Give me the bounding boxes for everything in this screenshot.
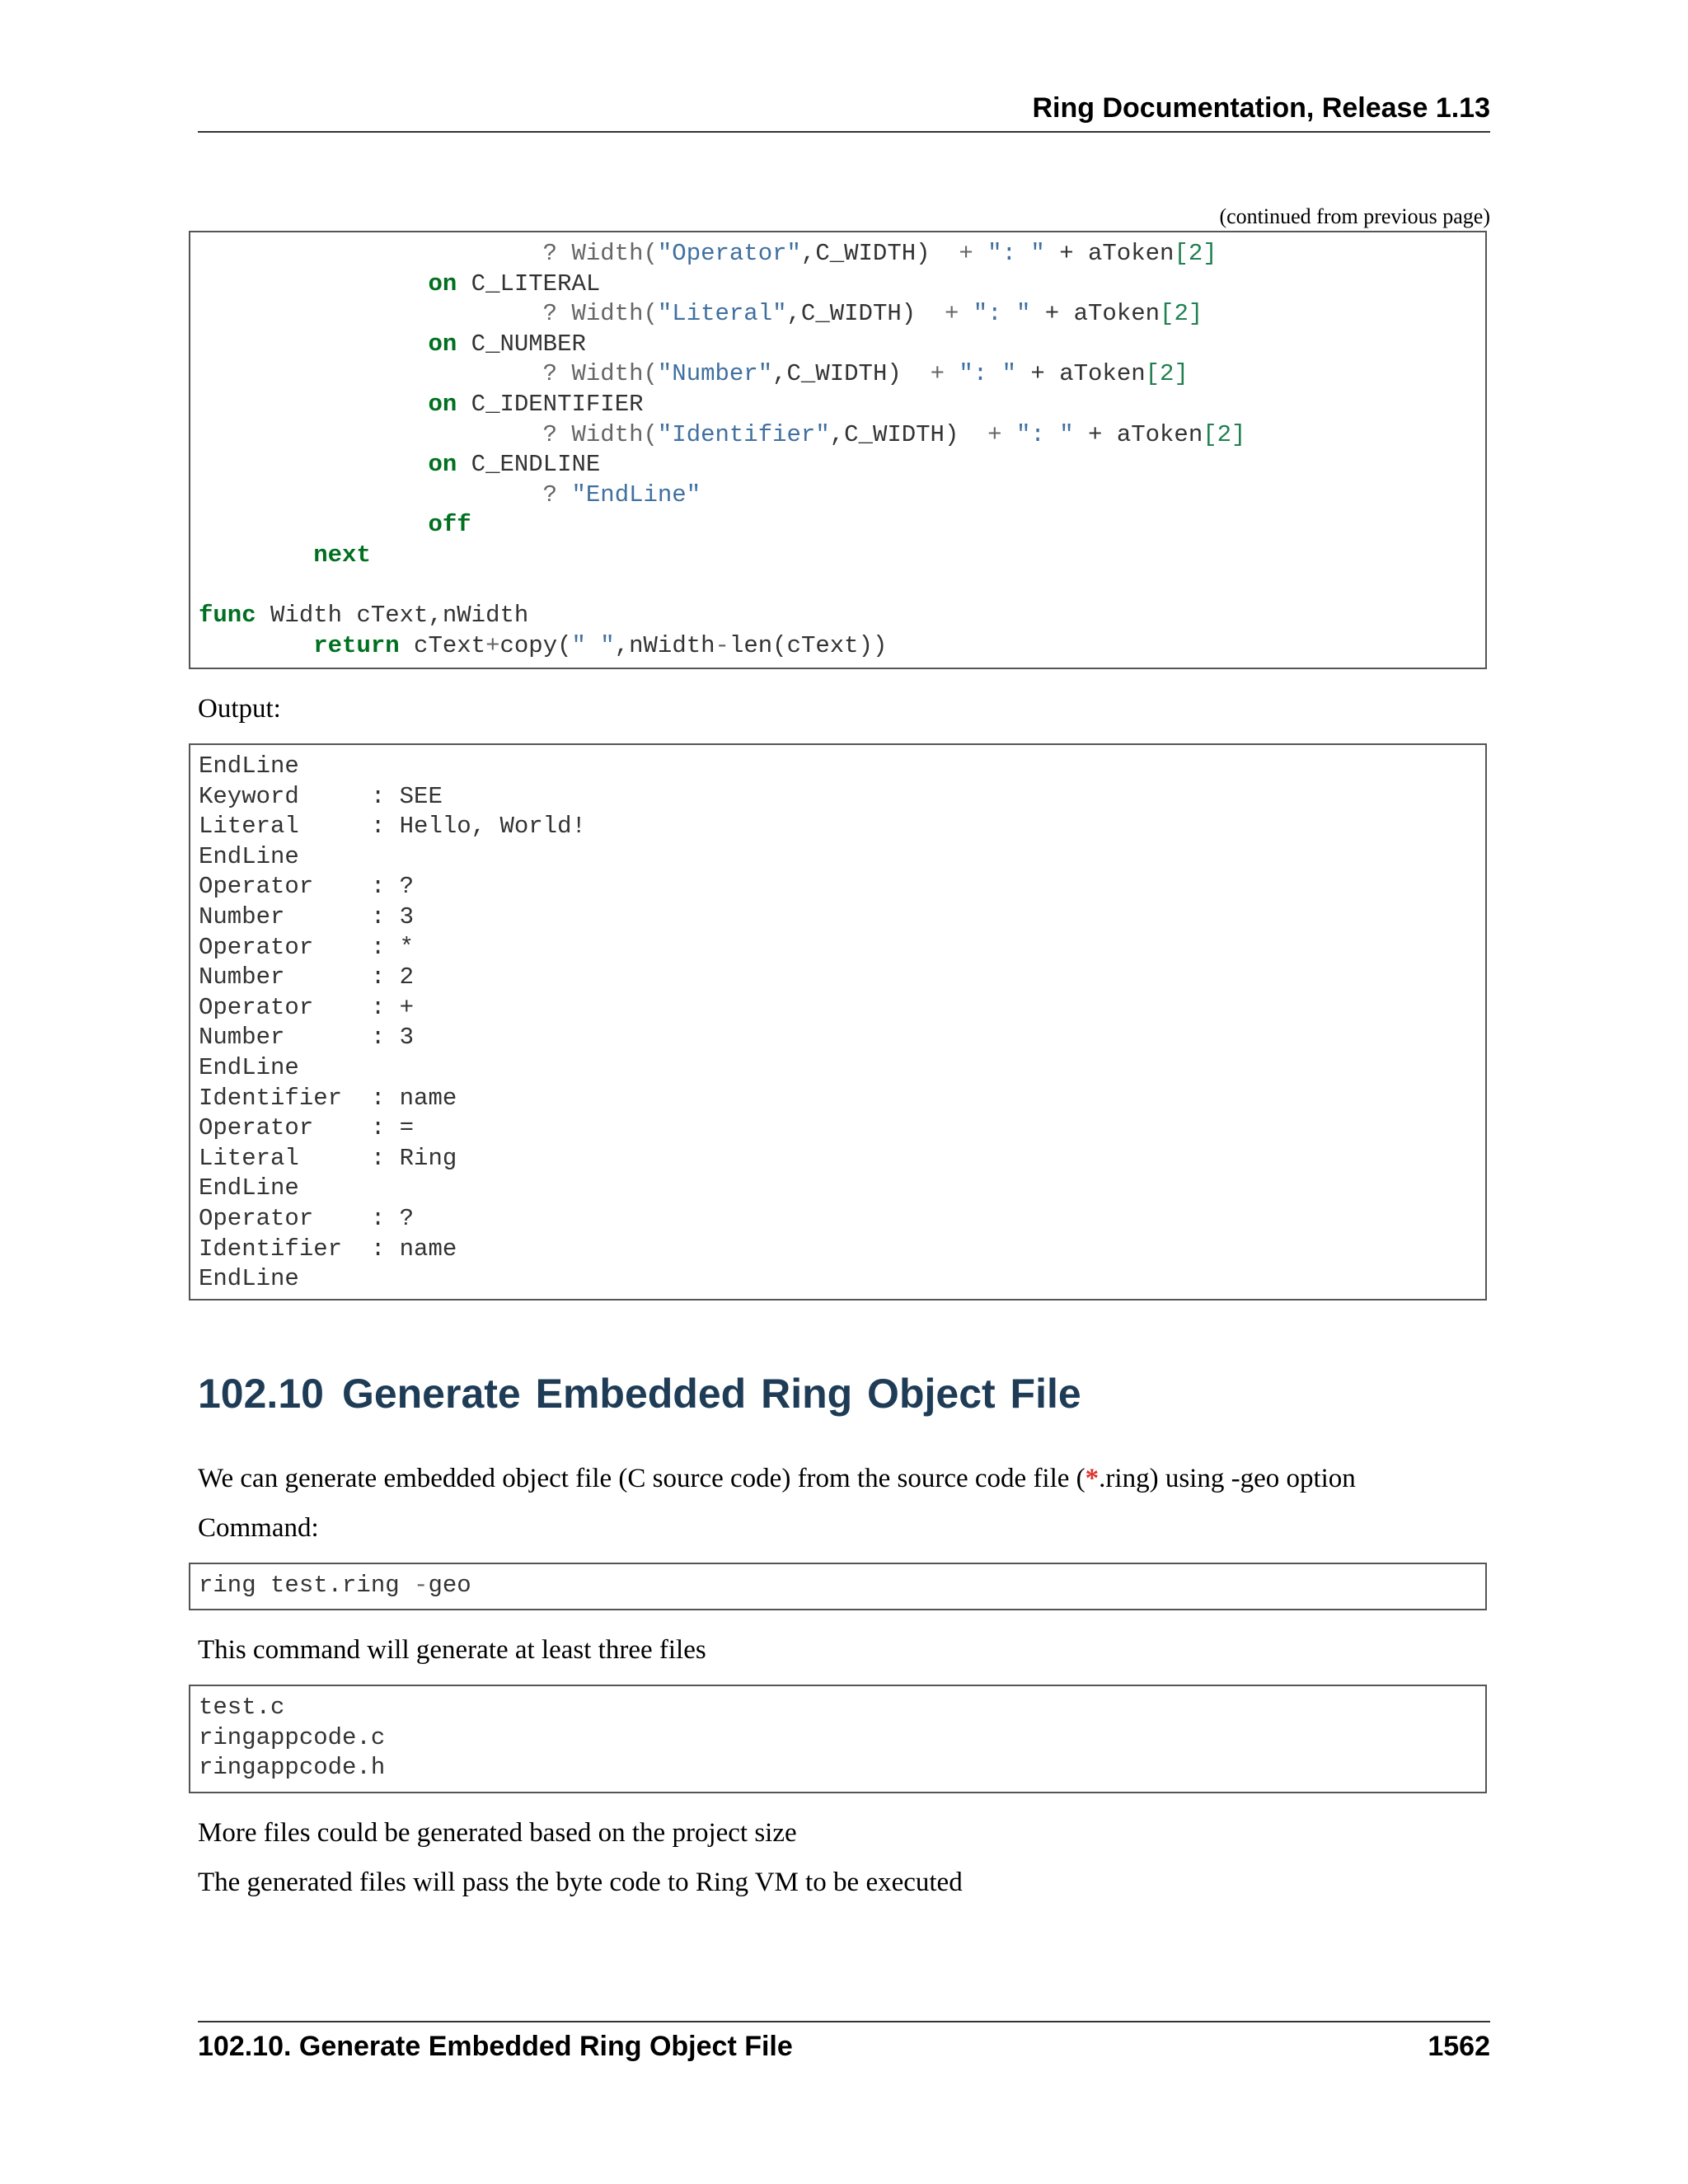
code-token: ? Width(	[199, 300, 658, 328]
code-token: ": "	[1015, 420, 1074, 448]
code-token: ? Width(	[199, 420, 658, 448]
code-token: ": "	[959, 360, 1016, 388]
page-number: 1562	[1428, 2031, 1490, 2062]
section-heading	[198, 1370, 1081, 1418]
continued-note: (continued from previous page)	[1219, 204, 1490, 228]
code-line	[199, 420, 1485, 451]
code-token: "Operator"	[657, 240, 801, 267]
code-token: geo	[428, 1572, 471, 1599]
code-token: next	[313, 541, 371, 569]
code-line: Operator : *	[199, 933, 415, 961]
command-block	[189, 1563, 1487, 1610]
code-token	[199, 391, 428, 418]
code-token: C_LITERAL	[457, 269, 601, 298]
code-line	[199, 541, 1485, 571]
code-line	[199, 571, 1485, 602]
code-token: +	[485, 631, 500, 659]
code-line: Number : 3	[199, 902, 415, 930]
code-token: on	[428, 390, 457, 418]
code-token: Width cText,nWidth	[256, 602, 529, 630]
code-token: " "	[571, 631, 615, 659]
code-token: return	[313, 631, 400, 659]
code-token	[945, 360, 959, 387]
code-token: [2]	[1160, 300, 1203, 328]
code-token: C_NUMBER	[457, 330, 586, 358]
intro-text-before: We can generate embedded object file (C source code) from the source code file (	[198, 1464, 1085, 1493]
code-token: cText	[399, 631, 486, 659]
code-token: ": "	[987, 240, 1045, 267]
code-token: C_IDENTIFIER	[457, 390, 644, 418]
code-token: + aToken	[1030, 300, 1160, 328]
code-line: Identifier : name	[199, 1084, 457, 1112]
code-line: Operator : +	[199, 993, 415, 1021]
code-line: Literal : Ring	[199, 1144, 457, 1172]
code-line	[199, 359, 1485, 390]
code-line: Operator : ?	[199, 1204, 415, 1232]
code-token	[959, 300, 973, 327]
code-token: [2]	[1203, 420, 1246, 448]
output-label: Output:	[198, 694, 281, 724]
code-token: len(cText))	[729, 631, 888, 659]
code-token	[973, 240, 987, 267]
code-line	[199, 631, 1485, 662]
code-token: ? Width(	[199, 240, 658, 267]
code-line	[199, 330, 1485, 360]
code-line: ringappcode.h	[199, 1754, 386, 1782]
code-line: EndLine	[199, 842, 299, 870]
code-token: ring test.ring	[199, 1572, 415, 1599]
code-line	[199, 299, 1485, 330]
bytecode-paragraph: The generated files will pass the byte code to Ring VM to be executed	[198, 1868, 963, 1897]
code-token: "Identifier"	[657, 420, 830, 448]
intro-text-after: .ring) using -geo option	[1099, 1464, 1356, 1493]
code-line	[199, 269, 1485, 300]
files-paragraph: This command will generate at least three files	[198, 1635, 706, 1665]
code-line: Operator : =	[199, 1114, 415, 1142]
command-label: Command:	[198, 1513, 319, 1543]
code-token: ,C_WIDTH)	[772, 360, 931, 388]
code-token: ?	[199, 480, 572, 509]
code-line: EndLine	[199, 1053, 299, 1081]
code-token	[199, 511, 428, 538]
code-token	[199, 330, 428, 358]
code-token: copy(	[499, 631, 572, 659]
code-token	[1002, 421, 1016, 448]
code-token: "EndLine"	[571, 480, 701, 509]
code-token: on	[428, 451, 457, 479]
code-line	[199, 390, 1485, 420]
code-line: Number : 3	[199, 1024, 415, 1052]
code-line	[199, 1571, 1485, 1601]
code-token: [2]	[1145, 360, 1189, 388]
code-token: ,C_WIDTH)	[800, 240, 959, 267]
code-token	[199, 541, 313, 569]
code-token: ? Width(	[199, 360, 658, 388]
footer-section: 102.10. Generate Embedded Ring Object File	[198, 2031, 793, 2062]
running-footer	[198, 2021, 1490, 2063]
code-line: Number : 2	[199, 963, 415, 991]
code-line	[199, 450, 1485, 480]
code-token: ": "	[973, 300, 1031, 328]
code-token: ,C_WIDTH)	[786, 300, 945, 328]
code-token: "Literal"	[657, 300, 787, 328]
code-token: [2]	[1174, 240, 1217, 267]
code-line: test.c	[199, 1694, 285, 1721]
code-token: -	[414, 1572, 429, 1599]
code-token: ,nWidth	[614, 631, 715, 659]
code-token: + aToken	[1044, 240, 1175, 267]
section-title-text: Generate Embedded Ring Object File	[341, 1371, 1081, 1417]
code-line: EndLine	[199, 1174, 299, 1202]
code-token: +	[944, 300, 959, 328]
code-token: func	[199, 602, 256, 630]
code-token	[199, 451, 428, 478]
code-token: "Number"	[657, 360, 773, 388]
intro-paragraph	[198, 1464, 1356, 1494]
code-line: Keyword : SEE	[199, 782, 443, 810]
code-token: + aToken	[1016, 360, 1146, 388]
code-line: Identifier : name	[199, 1235, 457, 1263]
code-token: +	[959, 240, 973, 267]
section-number: 102.10	[198, 1371, 324, 1417]
code-line	[199, 601, 1485, 631]
wildcard-star: *	[1085, 1464, 1100, 1493]
code-line	[199, 510, 1485, 541]
code-line: EndLine	[199, 1265, 299, 1293]
code-token: ,C_WIDTH)	[829, 420, 988, 448]
generated-files-block	[189, 1685, 1487, 1793]
code-line	[199, 239, 1485, 269]
code-token: on	[428, 269, 457, 298]
code-line: Literal : Hello, World!	[199, 813, 586, 841]
code-line: ringappcode.c	[199, 1723, 386, 1751]
output-block	[189, 743, 1487, 1301]
running-header	[198, 92, 1490, 133]
code-token: on	[428, 330, 457, 358]
code-token: +	[930, 360, 945, 388]
code-token: C_ENDLINE	[457, 451, 601, 479]
code-token: +	[987, 420, 1002, 448]
more-files-paragraph: More files could be generated based on the project size	[198, 1818, 797, 1848]
code-line	[199, 480, 1485, 511]
code-token: -	[715, 631, 729, 659]
code-token	[199, 632, 313, 659]
code-line: EndLine	[199, 752, 299, 780]
code-token	[199, 270, 428, 298]
code-block-tokenizer	[189, 231, 1487, 669]
code-line: Operator : ?	[199, 873, 415, 901]
header-title: Ring Documentation, Release 1.13	[1032, 92, 1490, 124]
code-token: + aToken	[1073, 420, 1203, 448]
code-token: off	[428, 511, 471, 539]
